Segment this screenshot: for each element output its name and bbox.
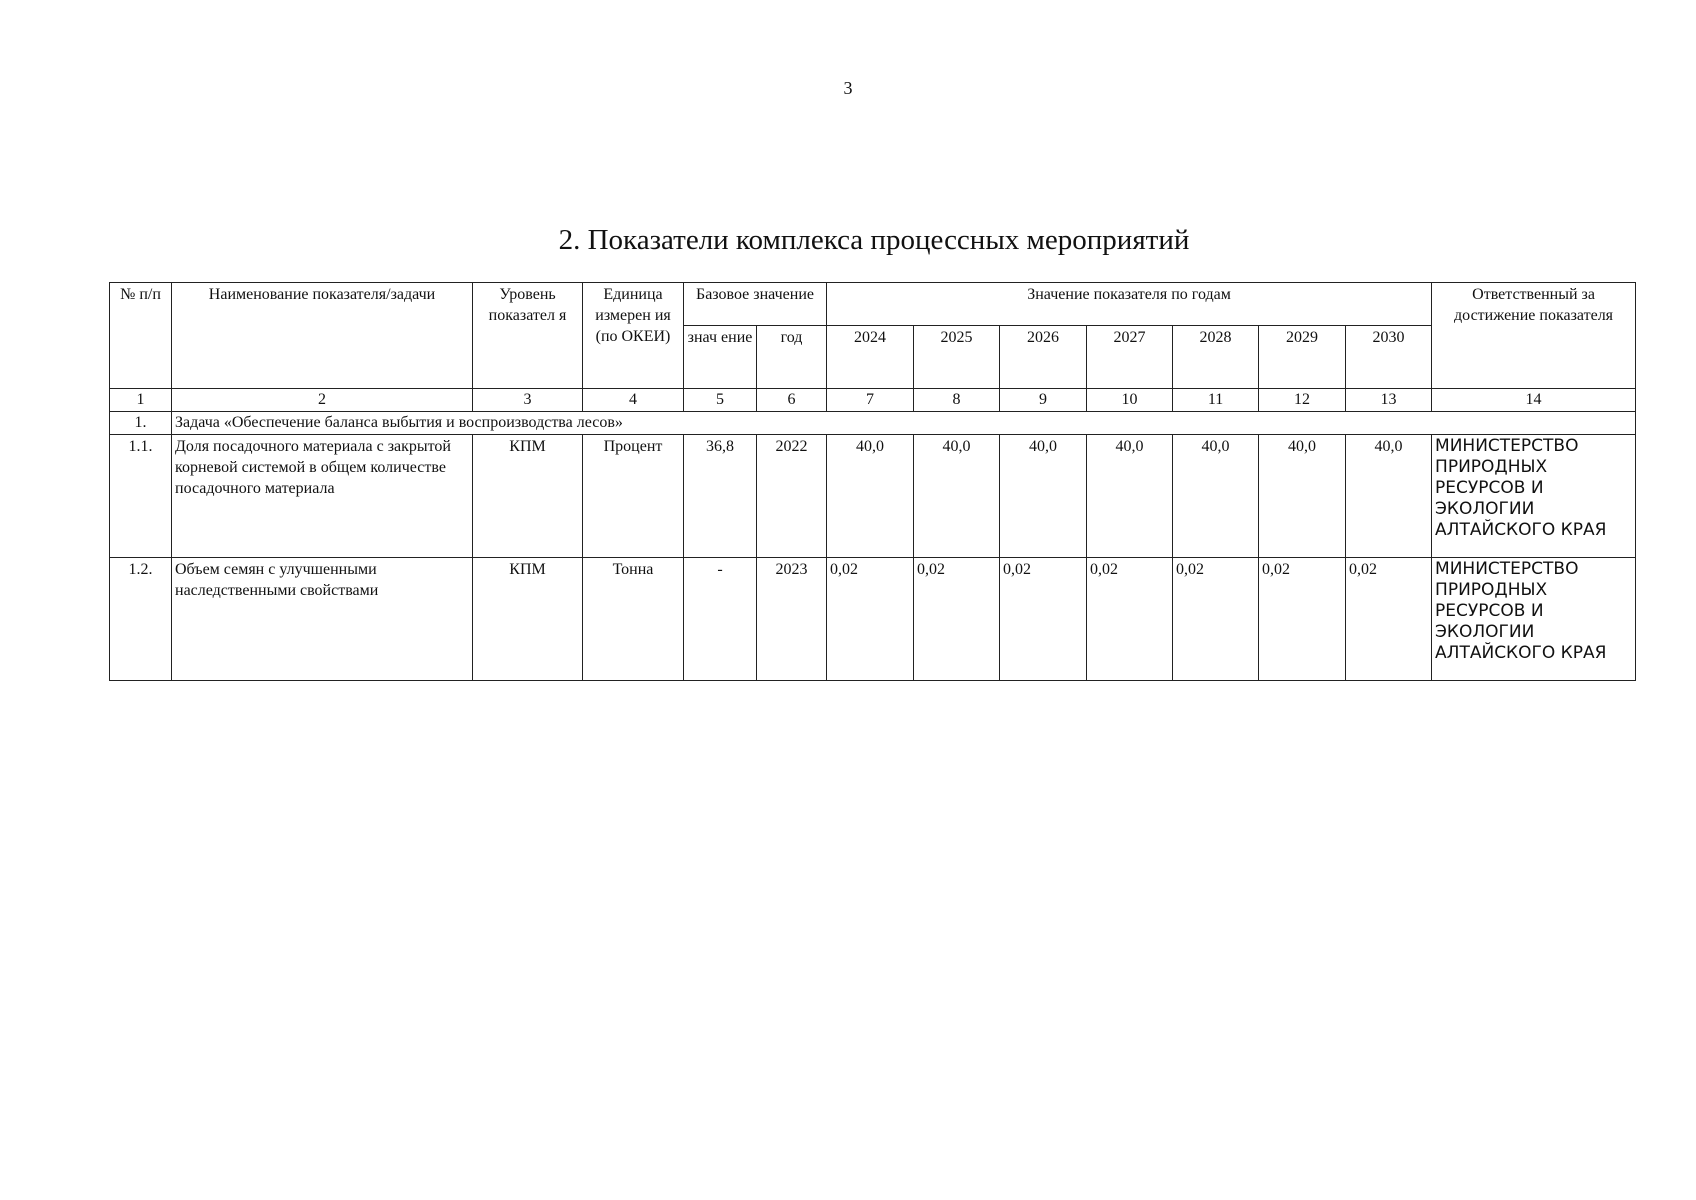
header-responsible: Ответственный за достижение показателя [1432,283,1636,389]
header-year-2027: 2027 [1087,326,1173,389]
row-value-2027: 40,0 [1087,435,1173,558]
row-value-2025: 0,02 [914,558,1000,681]
header-year-2028: 2028 [1173,326,1259,389]
header-by-years: Значение показателя по годам [827,283,1432,326]
table-row [110,558,1636,681]
header-num: № п/п [110,283,172,389]
row-value-2027: 0,02 [1087,558,1173,681]
task-text: Задача «Обеспечение баланса выбытия и воспроизводства лесов» [172,412,1636,435]
row-name: Объем семян с улучшенными наследственными свойствами [172,558,473,681]
row-num: 1.1. [110,435,172,558]
column-number: 11 [1173,389,1259,412]
page-number: 3 [843,78,853,98]
column-number: 7 [827,389,914,412]
row-base-year: 2023 [757,558,827,681]
column-number: 14 [1432,389,1636,412]
row-unit: Процент [583,435,684,558]
header-base: Базовое значение [684,283,827,326]
row-name: Доля посадочного материала с закрытой корневой системой в общем количестве посадочного материала [172,435,473,558]
column-number: 2 [172,389,473,412]
row-level: КПМ [473,435,583,558]
row-value-2029: 40,0 [1259,435,1346,558]
header-year-2024: 2024 [827,326,914,389]
column-number: 1 [110,389,172,412]
row-value-2030: 0,02 [1346,558,1432,681]
header-row-1 [110,283,1636,326]
row-value-2028: 0,02 [1173,558,1259,681]
header-level: Уровень показател я [473,283,583,389]
row-value-2024: 40,0 [827,435,914,558]
row-base-year: 2022 [757,435,827,558]
column-number: 4 [583,389,684,412]
table-row [110,435,1636,558]
row-value-2028: 40,0 [1173,435,1259,558]
header-year-2030: 2030 [1346,326,1432,389]
row-responsible: МИНИСТЕРСТВО ПРИРОДНЫХ РЕСУРСОВ И ЭКОЛОГИИ АЛТАЙСКОГО КРАЯ [1432,435,1636,558]
column-number: 8 [914,389,1000,412]
row-num: 1.2. [110,558,172,681]
task-num: 1. [110,412,172,435]
column-number: 5 [684,389,757,412]
row-level: КПМ [473,558,583,681]
column-number-row [110,389,1636,412]
header-year-2025: 2025 [914,326,1000,389]
row-value-2024: 0,02 [827,558,914,681]
column-number: 9 [1000,389,1087,412]
row-base-value: - [684,558,757,681]
row-unit: Тонна [583,558,684,681]
indicators-table [109,282,1636,681]
document-title: 2. Показатели комплекса процессных мероприятий [558,224,1190,256]
task-row [110,412,1636,435]
row-value-2029: 0,02 [1259,558,1346,681]
header-name: Наименование показателя/задачи [172,283,473,389]
column-number: 12 [1259,389,1346,412]
column-number: 3 [473,389,583,412]
column-number: 6 [757,389,827,412]
row-base-value: 36,8 [684,435,757,558]
column-number: 10 [1087,389,1173,412]
header-unit: Единица измерен ия (по ОКЕИ) [583,283,684,389]
header-year-2029: 2029 [1259,326,1346,389]
row-responsible: МИНИСТЕРСТВО ПРИРОДНЫХ РЕСУРСОВ И ЭКОЛОГИИ АЛТАЙСКОГО КРАЯ [1432,558,1636,681]
row-value-2026: 40,0 [1000,435,1087,558]
header-base-year: год [757,326,827,389]
row-value-2026: 0,02 [1000,558,1087,681]
header-year-2026: 2026 [1000,326,1087,389]
header-base-value: знач ение [684,326,757,389]
column-number: 13 [1346,389,1432,412]
row-value-2025: 40,0 [914,435,1000,558]
row-value-2030: 40,0 [1346,435,1432,558]
